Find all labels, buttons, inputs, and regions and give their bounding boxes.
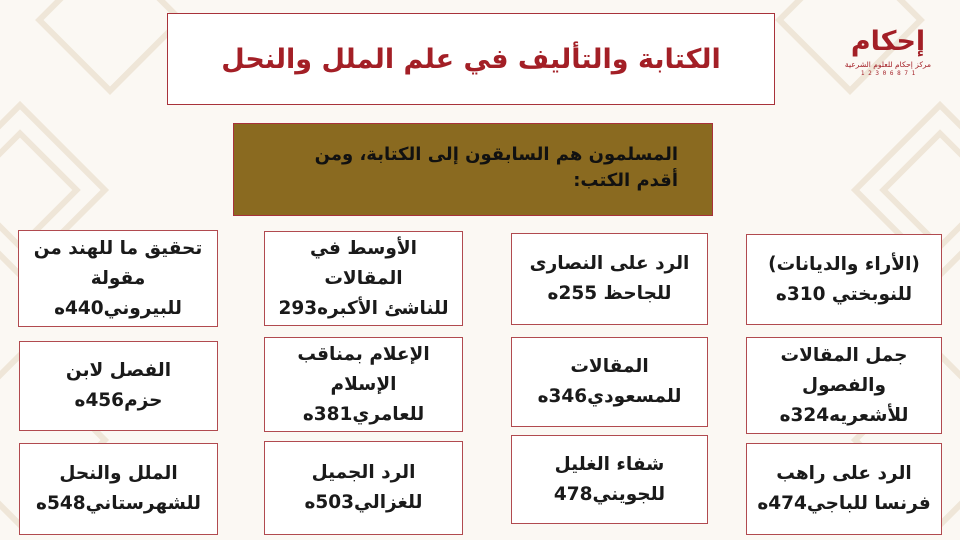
book-card-text: المقالات للمسعودي346ه — [537, 356, 682, 407]
book-card-text: تحقيق ما للهند من مقولة للبيروني440ه — [33, 237, 203, 319]
logo — [842, 24, 934, 96]
book-card — [264, 337, 463, 432]
book-card-text: الملل والنحل للشهرستاني548ه — [36, 463, 201, 514]
book-card — [264, 231, 463, 326]
logo-subtitle: مركز إحكام للعلوم الشرعية — [844, 60, 932, 69]
book-card-text: شفاء الغليل للجويني478 — [553, 453, 666, 505]
book-card — [511, 435, 708, 524]
book-card — [746, 234, 942, 325]
book-card-text: الرد الجميل للغزالي503ه — [304, 462, 423, 513]
logo-tagline: 1 7 8 6 0 3 2 1 — [860, 70, 916, 77]
title-box — [167, 13, 775, 105]
book-card — [511, 233, 708, 325]
book-card-text: (الأراء والديانات) للنوبختي 310ه — [768, 253, 920, 305]
book-card — [746, 443, 942, 535]
book-card — [264, 441, 463, 535]
book-card — [19, 341, 218, 431]
book-card — [511, 337, 708, 427]
book-card — [746, 337, 942, 434]
book-card — [18, 230, 218, 327]
book-card-text: جمل المقالات والفصول للأشعريه324ه — [779, 344, 909, 426]
logo-name: إحكام — [850, 26, 926, 57]
page-title: الكتابة والتأليف في علم الملل والنحل — [221, 43, 721, 75]
book-card-text: الأوسط في المقالات للناشئ الأكبره293 — [278, 237, 449, 319]
intro-text: المسلمون هم السابقون إلى الكتابة، ومن أقدم الكتب: — [314, 144, 678, 191]
book-card-text: الفصل لابن حزم456ه — [65, 360, 172, 411]
book-card-text: الإعلام بمناقب الإسلام للعامري381ه — [297, 343, 430, 425]
book-card-text: الرد على النصارى للجاحظ 255ه — [529, 253, 690, 304]
intro-box — [233, 123, 713, 216]
book-card-text: الرد على راهب فرنسا للباجي474ه — [757, 463, 931, 514]
book-card — [19, 443, 218, 535]
